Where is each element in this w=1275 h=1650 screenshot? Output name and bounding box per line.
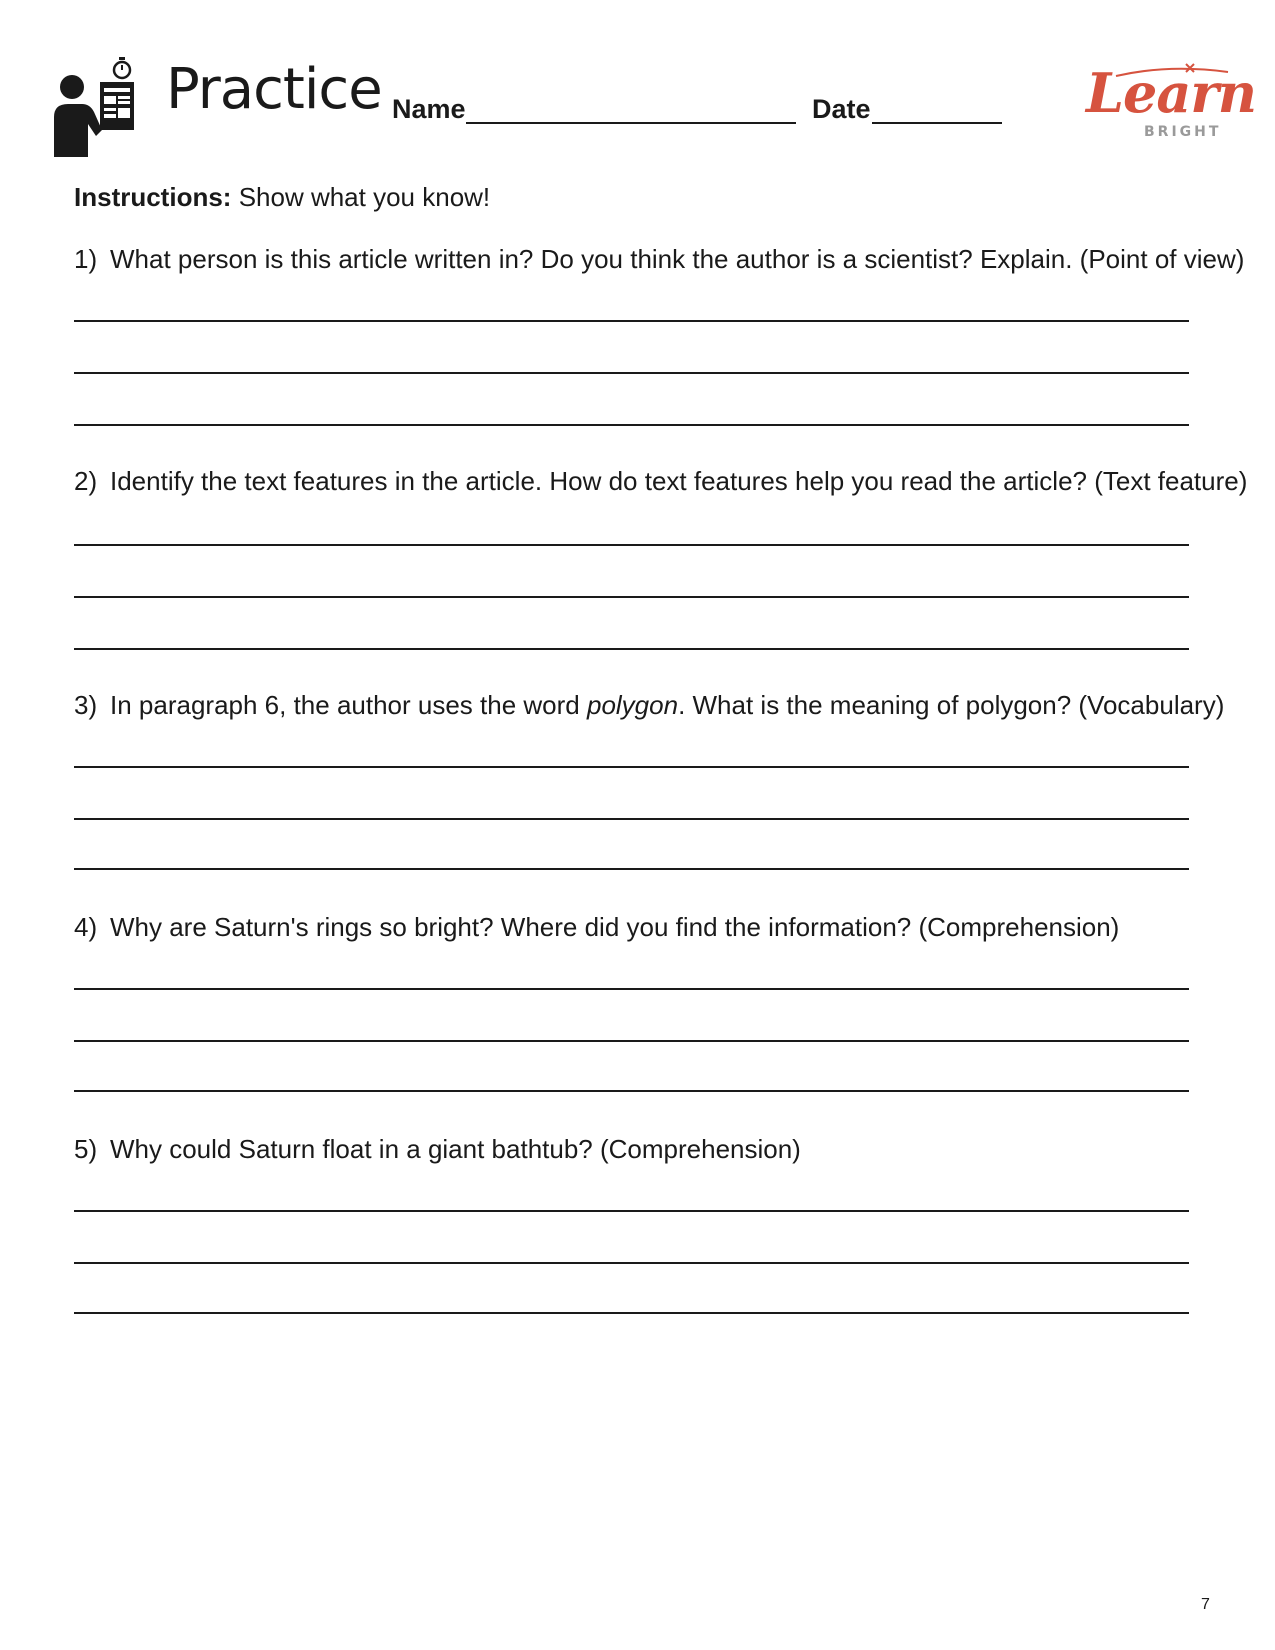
- answer-line[interactable]: [74, 596, 1189, 598]
- answer-line[interactable]: [74, 1210, 1189, 1212]
- page-number: 7: [1201, 1596, 1210, 1613]
- instructions-text: Show what you know!: [238, 182, 491, 212]
- question-4: [74, 914, 1204, 940]
- answer-line[interactable]: [74, 544, 1189, 546]
- question-text: What person is this article written in? Do you think the author is a scientist? Explain. (Point of view): [110, 244, 1245, 274]
- page-title: Practice: [166, 57, 382, 122]
- question-number: 1): [74, 244, 98, 274]
- answer-line[interactable]: [74, 818, 1189, 820]
- question-2: [74, 466, 1248, 496]
- question-number: 2): [74, 466, 98, 496]
- answer-line[interactable]: [74, 766, 1189, 768]
- question-text: Why are Saturn's rings so bright? Where did you find the information? (Comprehension): [110, 912, 1120, 942]
- answer-line[interactable]: [74, 372, 1189, 374]
- question-text: Why could Saturn float in a giant bathtub? (Comprehension): [110, 1134, 801, 1164]
- instructions: [74, 184, 490, 210]
- answer-line[interactable]: [74, 1312, 1189, 1314]
- answer-line[interactable]: [74, 1262, 1189, 1264]
- answer-line[interactable]: [74, 868, 1189, 870]
- student-practice-icon: [52, 52, 142, 157]
- worksheet-header: [0, 0, 1275, 170]
- logo-word: Learn: [1086, 61, 1257, 125]
- date-label: Date: [812, 94, 871, 124]
- question-italic-word: polygon: [586, 690, 679, 720]
- question-text-after: . What is the meaning of polygon? (Vocabulary): [678, 690, 1225, 720]
- question-text: Identify the text features in the article. How do text features help you read the article? (Text feature): [110, 466, 1248, 496]
- question-number: 3): [74, 690, 98, 720]
- instructions-label: Instructions:: [74, 182, 232, 212]
- answer-line[interactable]: [74, 648, 1189, 650]
- question-number: 5): [74, 1134, 98, 1164]
- answer-line[interactable]: [74, 1090, 1189, 1092]
- logo-subtext: BRIGHT: [1144, 124, 1222, 140]
- question-5: [74, 1136, 1204, 1162]
- date-field[interactable]: [872, 122, 1002, 124]
- learn-bright-logo: [1078, 58, 1257, 148]
- answer-line[interactable]: [74, 424, 1189, 426]
- name-label: Name: [392, 94, 466, 124]
- question-3: [74, 690, 1225, 720]
- answer-line[interactable]: [74, 320, 1189, 322]
- name-field[interactable]: [466, 122, 796, 124]
- question-number: 4): [74, 912, 98, 942]
- question-text-before: In paragraph 6, the author uses the word: [110, 690, 587, 720]
- answer-line[interactable]: [74, 988, 1189, 990]
- question-1: [74, 244, 1245, 274]
- answer-line[interactable]: [74, 1040, 1189, 1042]
